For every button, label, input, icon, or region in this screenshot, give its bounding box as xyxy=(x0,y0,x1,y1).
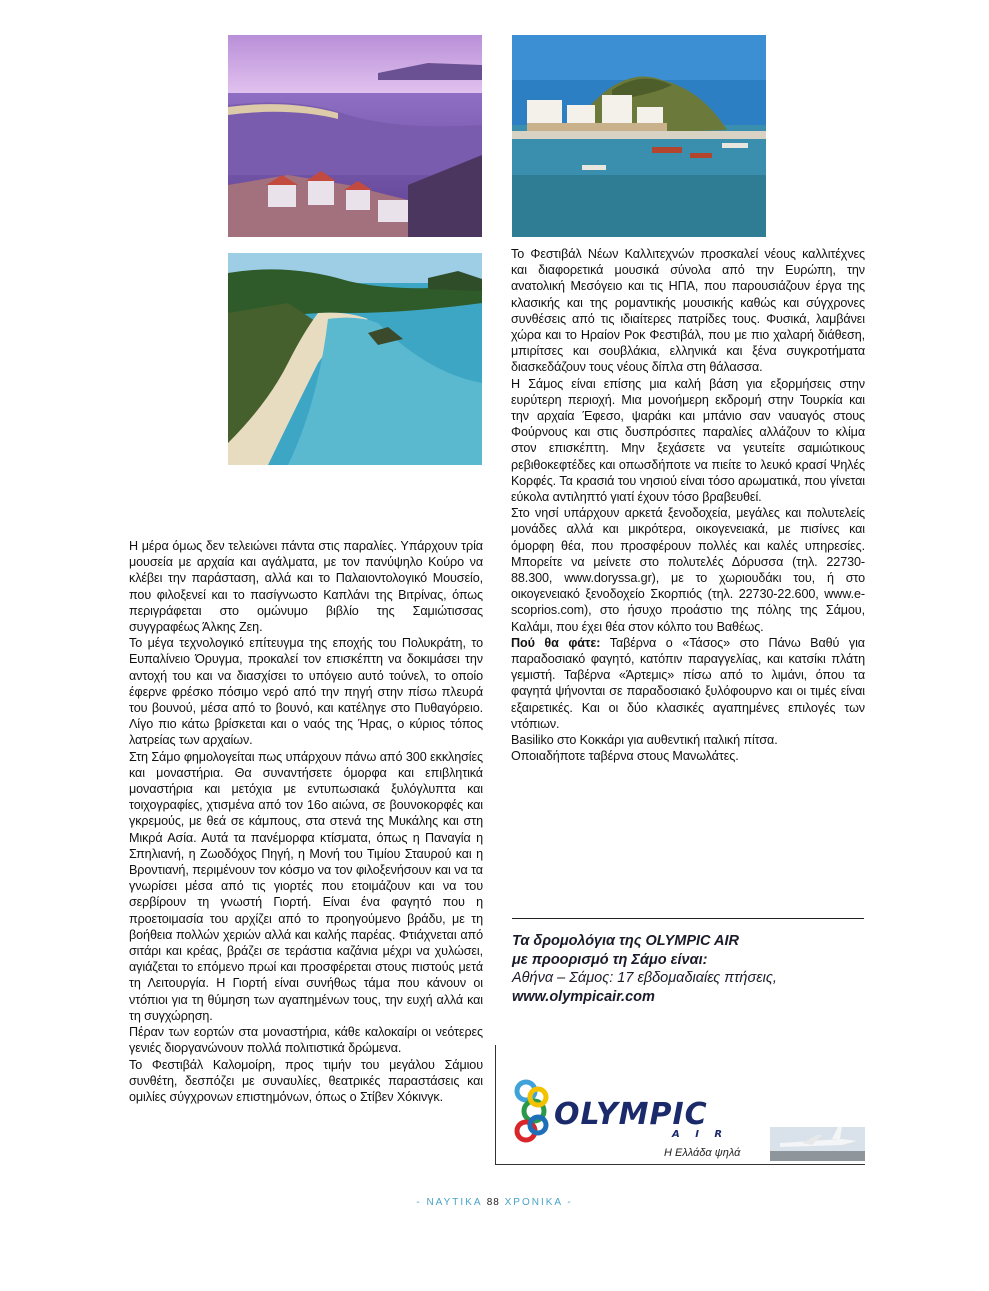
photo-harbor-dusk xyxy=(228,35,482,237)
paragraph-where-to-eat xyxy=(511,635,865,732)
paragraph-museums: Η μέρα όμως δεν τελειώνει πάντα στις παραλίες. Υπάρχουν τρία μουσεία με αρχαία και αγάλματα, με τον πανύψηλο Κούρο να κλέβει την παράσταση, αλλά και το Παλαιοντολογικό Μουσείο, που φιλοξενεί και το πασίγνωστο Καπλάνι της Βιτρίνας, όπως περιγράφεται στο ομώνυμο βιβλίο της Σαμιώτισσας συγγραφέως Άλκης Ζεη. xyxy=(129,539,483,635)
paragraph-excursions: Η Σάμος είναι επίσης μια καλή βάση για εξορμήσεις στην ευρύτερη περιοχή. Μια μονοήμερη εκδρομή στην Τουρκία και την αρχαία Έφεσο, ψαράκι και μπάνιο σαν ναυαγός στους Φούρνους και στις δυσπρόσιτες παραλίες αλλάζουν το κλίμα στον επισκέπτη. Μην ξεχάσετε να γευτείτε σαμιώτικους ρεβιθοκεφτέδες και οπωσδήποτε να πιείτε το λευκό κρασί Ψηλές Κορφές. Τα κρασιά του νησιού είναι τόσο αρωματικά, που γίνεται εύκολα αντιληπτό γιατί έχουν τόσο βραβευθεί. xyxy=(511,376,865,505)
olympic-info-line2: με προορισμό τη Σάμο είναι: xyxy=(512,951,708,968)
paragraph-basiliko: Basiliko στο Κοκκάρι για αυθεντική ιταλική πίτσα. xyxy=(511,733,778,748)
page-number: 88 xyxy=(486,1197,500,1208)
paragraph-young-artists-festival: Το Φεστιβάλ Νέων Καλλιτεχνών προσκαλεί νέους καλλιτέχνες και διαφορετικά μουσικά σύνολα από την Ευρώπη, την ανατολική Μεσόγειο και τις ΗΠΑ, που παρουσιάζουν έργα της κλασικής και της ρομαντικής μουσικής καθώς και σύγχρονες συνθέσεις από τις ιδιαίτερες πατρίδες τους. Φυσικά, λαμβάνει χώρα και το Ηραίον Ροκ Φεστιβάλ, που με πιο χαλαρή διάθεση, μπιρίτσες και σουβλάκια, ελληνικά και ξένα συγκροτήματα διασκεδάζουν τους νέους δίπλα στη θάλασσα. xyxy=(511,247,865,375)
paragraph-manolates: Οποιαδήποτε ταβέρνα στους Μανωλάτες. xyxy=(511,749,739,764)
page-footer xyxy=(0,1197,989,1208)
paragraph-kalomiris-festival: Το Φεστιβάλ Καλομοίρη, προς τιμήν του μεγάλου Σάμιου συνθέτη, δεσπόζει με συναυλίες, θεατρικές παραστάσεις και ομιλίες σύγχρονων επιστημόνων, όπως ο Στίβεν Χόκινγκ. xyxy=(129,1057,483,1104)
right-column-text xyxy=(511,246,865,765)
photo-islet-village xyxy=(512,35,766,237)
paragraph-monasteries: Στη Σάμο φημολογείται πως υπάρχουν πάνω από 300 εκκλησίες και μοναστήρια. Θα συναντήσετε όμορφα και επιβλητικά μοναστήρια και μετόχια με εντυπωσιακά ξυλόγλυπτα και τοιχογραφίες, χτισμένα από τον 16ο αιώνα, σε βουνοκορφές και γκρεμούς, με θεά σε κάμπους, στα στενά της Μυκάλης και στη Μικρά Ασία. Αυτά τα πανέμορφα κτίσματα, όπως η Παναγία η Σπηλιανή, η Ζωοδόχος Πηγή, η Μονή του Τιμίου Σταυρού και η Βροντιανή, περιμένουν τον κόσμο να τον φιλοξενήσουν και να τα γνωρίσει μέσα από τις γιορτές που ετοιμάζουν και να του σερβίρουν τη γνωστή Γιορτή. Είναι ένα φαγητό που η προετοιμασία του αρχίζει από το προηγούμενο βράδυ, με τη βοήθεια πολλών χεριών αλλά και καλής παρέας. Φτιάχνεται από σιτάρι και κρέας, βράζει σε τεράστια καζάνια μέχρι να χυλώσει, αγιάζεται το επόμενο πρωί και προσφέρεται στους πιστούς μετά τη Λειτουργία. Η Γιορτή είναι συνήθως τάμα που κάνουν οι ντόπιοι για τη θύμηση των αγαπημένων τους, την ευχή αλλά και τη συγχώρηση. xyxy=(129,749,483,1023)
paragraph-hotels: Στο νησί υπάρχουν αρκετά ξενοδοχεία, μεγάλες και πολυτελείς μονάδες αλλά και μικρότερα, οικογενειακά, με πισίνες και όμορφη θέα, που προσφέρουν πολλές και καλές υπηρεσίες. Μπορείτε να μείνετε στο πολυτελές Δόρυσσα (τηλ. 22730-88.300, www.doryssa.gr), με το χωριουδάκι του, ή στο οικογενειακό ξενοδοχείο Σκορπιός (τηλ. 22730-22.600, www.e-scoprios.com), στο ήσυχο προάστιο της πόλης της Σάμου, Καλάμι, που έχει θέα στον κόλπο του Βαθέως. xyxy=(511,506,865,634)
paragraph-eupalinos: Το μέγα τεχνολογικό επίτευγμα της εποχής του Πολυκράτη, το Ευπαλίνειο Όρυγμα, προκαλεί τον επισκέπτη να δοκιμάσει την αντοχή του και να διασχίσει το υπόγειο αυτό τούνελ, το οποίο έφερνε φρέσκο πόσιμο νερό από την πηγή στην πίσω πλευρά του βουνού, μέσα από το βουνό, και κατέληγε στο Πυθαγόρειο. Λίγο πιο κάτω βρίσκεται και ο ναός της Ήρας, ο κύριος τόπος λατρείας των αρχαίων. xyxy=(129,636,483,748)
footer-left: - ΝΑΥΤΙΚΑ xyxy=(416,1197,482,1208)
photo-beach-bay xyxy=(228,253,482,465)
olympic-info-website: www.olympicair.com xyxy=(512,988,655,1005)
olympic-info-line3: Αθήνα – Σάμος: 17 εβδομαδιαίες πτήσεις, xyxy=(512,970,777,986)
olympic-info-line1: Τα δρομολόγια της OLYMPIC AIR xyxy=(512,933,739,949)
airplane-photo xyxy=(770,1127,865,1161)
paragraph-cultural-events: Πέραν των εορτών στα μοναστήρια, κάθε καλοκαίρι οι νεότερες γενιές διοργανώνουν πολλά πολιτιστικά δρώμενα. xyxy=(129,1025,483,1056)
divider-rule xyxy=(512,918,864,919)
olympic-info-box xyxy=(512,932,864,1006)
footer-right: ΧΡΟΝΙΚΑ - xyxy=(504,1197,573,1208)
olympic-air-ad xyxy=(512,1067,865,1165)
ad-brand: OLYMPIC xyxy=(554,1097,708,1132)
olympic-rings-logo xyxy=(517,1082,546,1140)
where-to-eat-lead: Πού θα φάτε: xyxy=(511,635,601,650)
where-to-eat-text: Ταβέρνα ο «Τάσος» στο Πάνω Βαθύ για παραδοσιακό φαγητό, κατόπιν παραγγελίας, και κατσίκι πλάτη γεμιστή. Ταβέρνα «Άρτεμις» πίσω από το λιμάνι, όπου τα φαγητά ψήνονται σε παραδοσιακό ξυλόφουρνο και οι τιμές είναι εξαιρετικές. Και οι δύο κλασικές αγαπημένες επιλογές των ντόπιων. xyxy=(511,635,865,731)
ad-slogan: Η Ελλάδα ψηλά xyxy=(664,1147,741,1159)
left-column-text xyxy=(129,538,483,1105)
ad-border-left xyxy=(495,1045,496,1165)
ad-brand-sub: A I R xyxy=(672,1129,729,1140)
